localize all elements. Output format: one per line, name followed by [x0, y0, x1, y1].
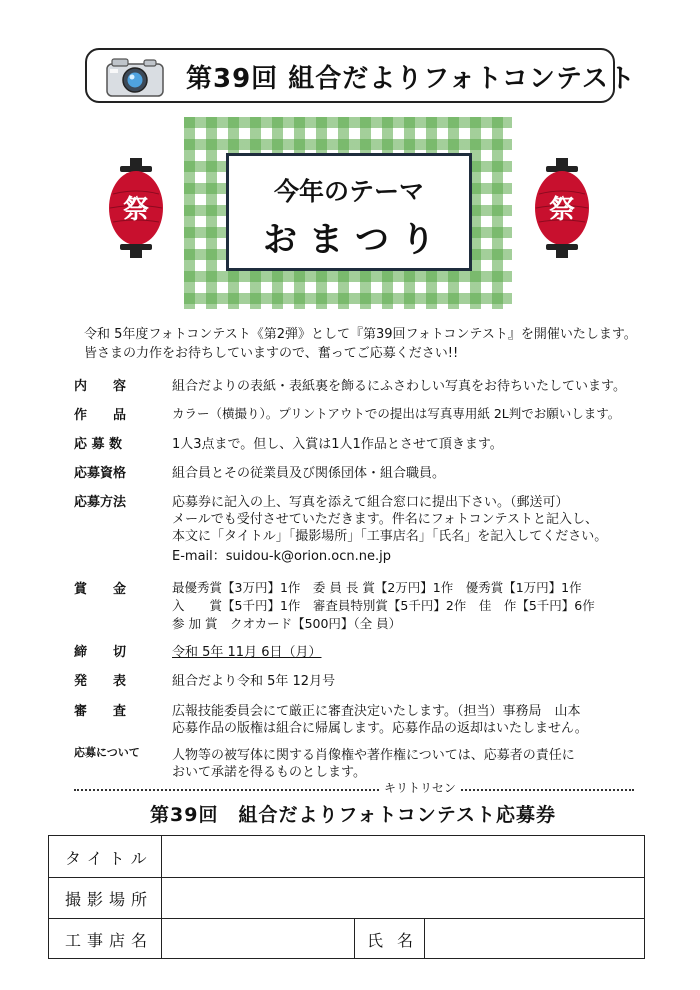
form-divider-1: [49, 877, 644, 878]
form-name-label: 氏名: [367, 931, 428, 950]
email-address: E-mail：suidou-k@orion.ocn.ne.jp: [172, 549, 391, 564]
contest-title: 第39回 組合だよりフォトコンテスト: [186, 64, 636, 94]
happyou-value: 組合だより令和 5年 12月号: [172, 674, 336, 689]
shoukin-line-2: 入 賞【5千円】1作 審査員特別賞【5千円】2作 佳 作【5千円】6作: [172, 598, 595, 613]
shikaku-label: 応募資格: [74, 466, 127, 481]
shinsa-line-2: 応募作品の版権は組合に帰属します。応募作品の返却はいたしません。: [172, 721, 588, 736]
chuui-line-2: おいて承諾を得るものとします。: [172, 765, 366, 780]
shikaku-value: 組合員とその従業員及び関係団体・組合職員。: [172, 466, 446, 481]
theme-value: おまつり: [263, 220, 447, 260]
camera-icon: [104, 56, 166, 98]
chuui-line-1: 人物等の被写体に関する肖像権や著作権については、応募者の責任に: [172, 748, 575, 763]
lantern-right-icon: [533, 158, 591, 258]
houhou-line-1: 応募券に記入の上、写真を添えて組合窓口に提出下さい。（郵送可）: [172, 495, 569, 510]
shimekiri-value: 令和 5年 11月 6日（月）: [172, 645, 322, 660]
shoukin-line-1: 最優秀賞【3万円】1作 委 員 長 賞【2万円】1作 優秀賞【1万円】1作: [172, 580, 582, 595]
cut-line-label: キリトリセン: [380, 779, 460, 796]
form-divider-2: [49, 918, 644, 919]
title-entry-field[interactable]: [163, 838, 641, 876]
shinsa-label: 審 査: [74, 704, 127, 719]
entry-form-title: 第39回 組合だよりフォトコンテスト応募券: [150, 804, 556, 826]
form-shop-label: 工事店名: [65, 931, 154, 950]
lantern-left-char: 祭: [122, 195, 150, 225]
naiyou-label: 内 容: [74, 379, 127, 394]
shinsa-line-1: 広報技能委員会にて厳正に審査決定いたします。（担当）事務局 山本: [172, 704, 581, 719]
lantern-right-char: 祭: [548, 195, 576, 225]
form-label-column-divider: [161, 836, 162, 958]
naiyou-value: 組合だよりの表紙・表紙裏を飾るにふさわしい写真をお待ちいたしています。: [172, 379, 626, 394]
chuui-label: 応募について: [74, 746, 140, 759]
form-name-divider-left: [354, 918, 355, 959]
theme-label: 今年のテーマ: [273, 177, 424, 206]
shoukin-line-3: 参 加 賞 クオカード【500円】（全 員）: [172, 616, 402, 631]
shoukin-label: 賞 金: [74, 582, 127, 597]
houhou-line-2: メールでも受付させていただきます。件名にフォトコンテストと記入し、: [172, 512, 599, 527]
lantern-left-icon: [107, 158, 165, 258]
houhou-line-3: 本文に「タイトル」「撮影場所」「工事店名」「氏名」を記入してください。: [172, 529, 608, 544]
location-entry-field[interactable]: [163, 879, 641, 917]
shop-entry-field[interactable]: [163, 920, 353, 958]
oubosu-label: 応 募 数: [74, 437, 123, 452]
form-title-label: タイトル: [65, 849, 153, 868]
shimekiri-label: 締 切: [74, 645, 127, 660]
entry-form: [48, 835, 645, 959]
sakuhin-value: カラー（横撮り）。プリントアウトでの提出は写真専用紙 2L判でお願いします。: [172, 406, 621, 421]
happyou-label: 発 表: [74, 674, 127, 689]
name-entry-field[interactable]: [426, 920, 641, 958]
cut-line: [74, 789, 634, 791]
intro-line-2: 皆さまの力作をお待ちしていますので、奮ってご応募ください!!: [84, 346, 459, 361]
form-location-label: 撮影場所: [65, 890, 154, 909]
intro-line-1: 令和 5年度フォトコンテスト《第2弾》として『第39回フォトコンテスト』を開催いたします。: [84, 327, 637, 342]
sakuhin-label: 作 品: [74, 408, 127, 423]
oubosu-value: 1人3点まで。但し、入賞は1人1作品とさせて頂きます。: [172, 437, 503, 452]
houhou-label: 応募方法: [74, 495, 127, 510]
